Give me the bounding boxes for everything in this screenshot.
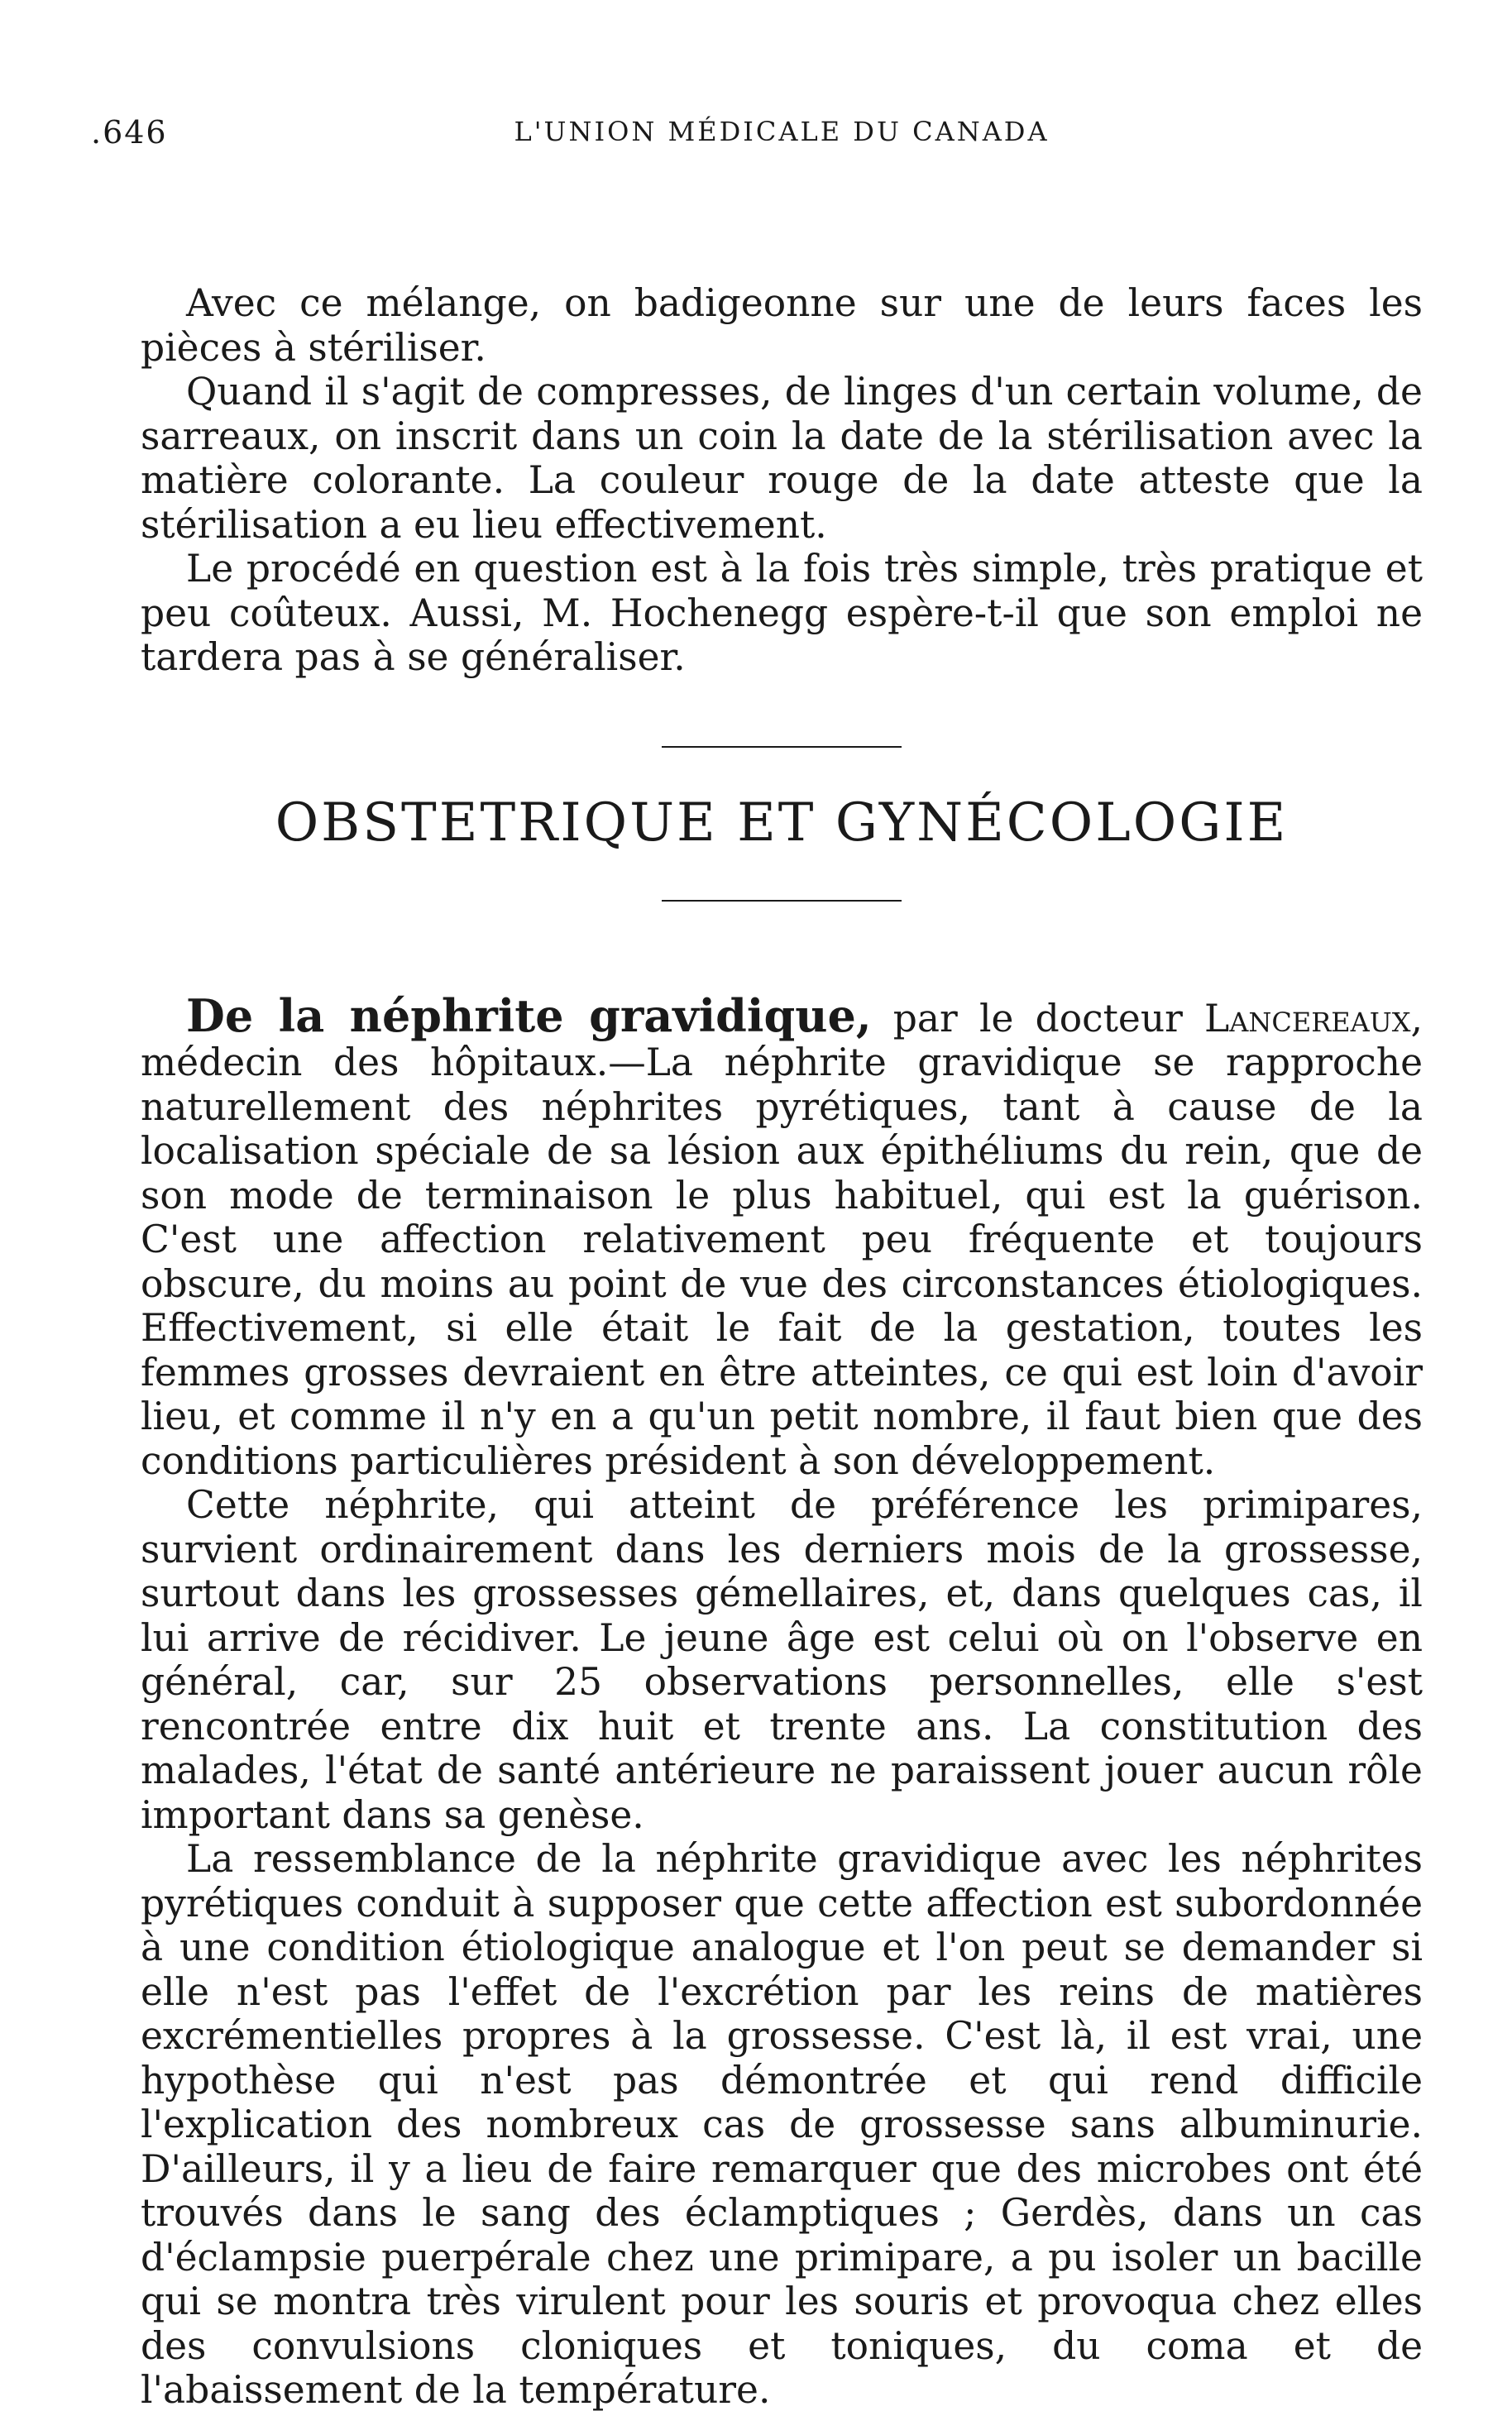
journal-page: [91, 83, 1423, 2413]
section-title: OBSTETRIQUE ET GYNÉCOLOGIE: [275, 792, 1289, 854]
author-name: Lancereaux,: [1204, 996, 1423, 1040]
article-first-paragraph: [141, 988, 1423, 1484]
paragraph: La ressemblance de la néphrite gravidique avec les néphrites pyrétiques conduit à supposer que cette affection est subordonnée à une condition étiologique analogue et l'on peut se demander si elle n'est pas l'effet de l'excrétion par les reins de matières excrémentielles propres à la grossesse. C'est là, il est vrai, une hypothèse qui n'est pas démontrée et qui rend difficile l'explication des nombreux cas de grossesse sans albuminurie. D'ailleurs, il y a lieu de faire remarquer que des microbes ont été trouvés dans le sang des éclamptiques ; Gerdès, dans un cas d'éclampsie puerpérale chez une primipare, a pu isoler un bacille qui se montra très virulent pour les souris et provoqua chez elles des convulsions cloniques et toniques, du coma et de l'abaissement de la température.: [141, 1837, 1423, 2412]
paragraph: Quand il s'agit de compresses, de linges d'un certain volume, de sarreaux, on inscrit dans un coin la date de la stérilisation avec la matière colorante. La couleur rouge de la date atteste que la stérilisation a eu lieu effectivement.: [141, 370, 1423, 547]
journal-title: L'UNION MÉDICALE DU CANADA: [514, 116, 1050, 147]
byline-prefix: par le docteur: [892, 996, 1183, 1040]
paragraph: Le procédé en question est à la fois très simple, très pratique et peu coûteux. Aussi, M. Hochenegg espère-t-il que son emploi ne tardera pas à se généraliser.: [141, 547, 1423, 679]
section-divider-bottom: [662, 900, 902, 902]
paragraph: Cette néphrite, qui atteint de préférence les primipares, survient ordinairement dans les derniers mois de la grossesse, surtout dans les grossesses gémellaires, et, dans quelques cas, il lui arrive de récidiver. Le jeune âge est celui où on l'observe en général, car, sur 25 observations personnelles, elle s'est rencontrée entre dix huit et trente ans. La constitution des malades, l'état de santé antérieure ne paraissent jouer aucun rôle important dans sa genèse.: [141, 1483, 1423, 1837]
paragraph: Avec ce mélange, on badigeonne sur une de leurs faces les pièces à stériliser.: [141, 281, 1423, 370]
article: [141, 988, 1423, 2413]
section-divider-top: [662, 746, 902, 748]
running-head: [91, 83, 1423, 151]
article-title: De la néphrite gravidique,: [186, 988, 872, 1042]
intro-text: [141, 281, 1423, 680]
paragraph-text: médecin des hôpitaux.—La néphrite gravidique se rapproche naturellement des néphrites pyrétiques, tant à cause de la localisation spéciale de sa lésion aux épithéliums du rein, que de son mode de terminaison le plus habituel, qui est la guérison. C'est une affection relativement peu fréquente et toujours obscure, du moins au point de vue des circonstances étiologiques. Effectivement, si elle était le fait de la gestation, toutes les femmes grosses devraient en être atteintes, ce qui est loin d'avoir lieu, et comme il n'y en a qu'un petit nombre, il faut bien que des conditions particulières président à son développement.: [141, 1040, 1423, 1483]
page-number: .646: [91, 114, 168, 151]
